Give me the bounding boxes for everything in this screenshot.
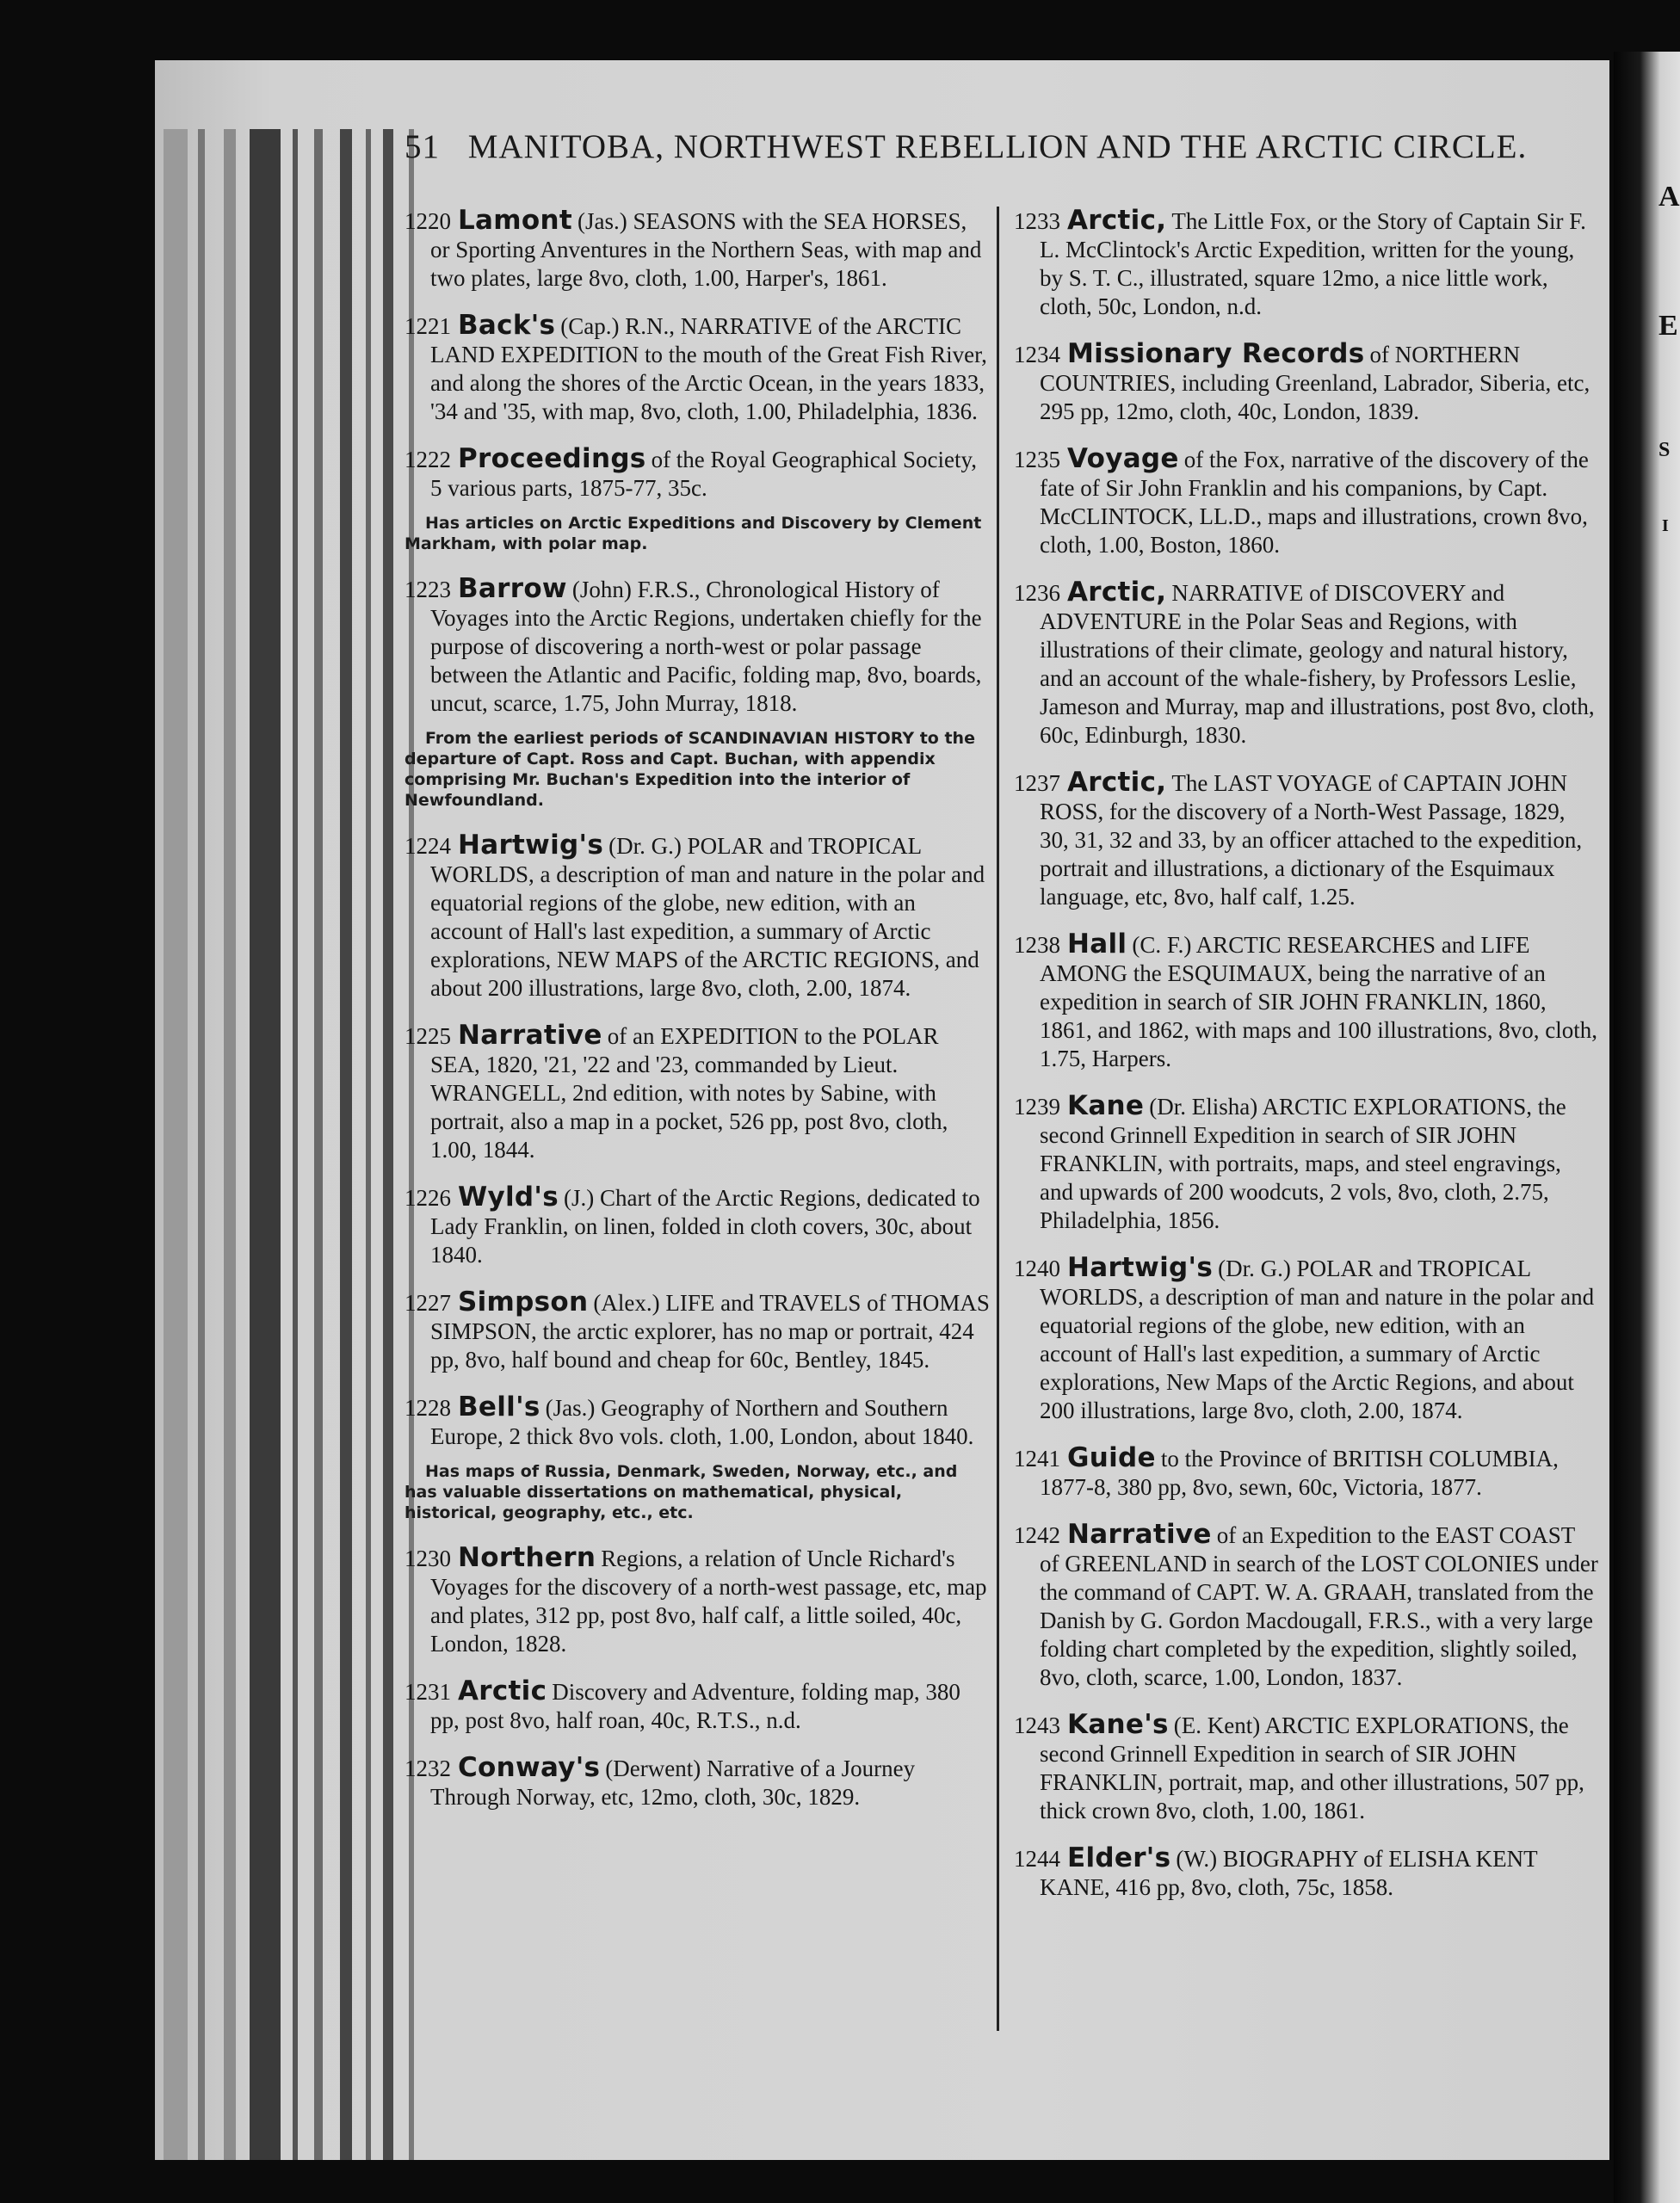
entry-number: 1242: [1014, 1522, 1060, 1548]
entry-number: 1241: [1014, 1446, 1060, 1472]
entry-number: 1232: [405, 1756, 451, 1781]
catalog-entry: [405, 207, 990, 293]
entry-keyword: Arctic,: [1067, 767, 1167, 798]
entry-text: (Dr. Elisha) ARCTIC EXPLORATIONS, the second Grinnell Expedition in search of SIR JOHN FRANKLIN, with portraits, maps, and steel engravings, and upwards of 200 woodcuts, 2 vols, 8vo, cloth, 2.75, Philadelphia, 1856.: [1040, 1094, 1566, 1233]
catalog-entry: [405, 1754, 990, 1811]
entry-number: 1237: [1014, 770, 1060, 796]
entry-note: Has maps of Russia, Denmark, Sweden, Norway, etc., and has valuable dissertations on mathematical, physical, historical, geography, etc., etc.: [405, 1462, 958, 1522]
entry-number: 1235: [1014, 447, 1060, 472]
catalog-entry: [1014, 1444, 1599, 1502]
catalog-entry: [1014, 207, 1599, 321]
entry-number: 1240: [1014, 1256, 1060, 1281]
entry-text: of NORTHERN COUNTRIES, including Greenland, Labrador, Siberia, etc, 295 pp, 12mo, cloth, 40c, London, 1839.: [1040, 342, 1590, 424]
entry-number: 1223: [405, 577, 451, 602]
entry-text: (E. Kent) ARCTIC EXPLORATIONS, the second Grinnell Expedition in search of SIR JOHN FRANKLIN, portrait, map, and other illustrations, 507 pp, thick crown 8vo, cloth, 1.00, 1861.: [1040, 1712, 1584, 1823]
entry-text: (Derwent) Narrative of a Journey Through Norway, etc, 12mo, cloth, 30c, 1829.: [430, 1756, 916, 1810]
entry-keyword: Back's: [458, 310, 556, 341]
catalog-entry: [1014, 1092, 1599, 1235]
entry-number: 1224: [405, 833, 451, 859]
entry-keyword: Guide: [1067, 1442, 1156, 1473]
entry-text: Discovery and Adventure, folding map, 380 pp, post 8vo, half roan, 40c, R.T.S., n.d.: [430, 1679, 960, 1733]
entry-note: Has articles on Arctic Expeditions and Discovery by Clement Markham, with polar map.: [405, 514, 982, 553]
entry-keyword: Missionary Records: [1067, 338, 1365, 369]
entry-text: (Alex.) LIFE and TRAVELS of THOMAS SIMPSON, the arctic explorer, has no map or portrait, 424 pp, 8vo, half bound and cheap for 60c, Bentley, 1845.: [430, 1290, 990, 1373]
entry-number: 1244: [1014, 1846, 1060, 1872]
entry-text: of the Royal Geographical Society, 5 various parts, 1875-77, 35c.: [430, 447, 977, 501]
entry-text: of an Expedition to the EAST COAST of GREENLAND in search of the LOST COLONIES under the command of CAPT. W. A. GRAAH, translated from the Danish by G. Gordon Macdougall, F.R.S., with a very large folding chart completed by the expedition, slightly soiled, 8vo, cloth, scarce, 1.00, London, 1837.: [1040, 1522, 1598, 1690]
entry-keyword: Proceedings: [458, 443, 646, 474]
entry-keyword: Conway's: [458, 1752, 601, 1783]
entry-number: 1225: [405, 1023, 451, 1049]
entry-keyword: Barrow: [458, 573, 567, 604]
entry-text: (Dr. G.) POLAR and TROPICAL WORLDS, a description of man and nature in the polar and equatorial regions of the globe, new edition, with an account of Hall's last expedition, a summary of Arctic explorations, NEW MAPS of the ARCTIC REGIONS, and about 200 illustrations, large 8vo, cloth, 2.00, 1874.: [430, 833, 985, 1001]
entry-keyword: Arctic,: [1067, 577, 1167, 608]
entry-number: 1236: [1014, 580, 1060, 606]
catalog-entry: [405, 445, 990, 503]
entry-text: (John) F.R.S., Chronological History of Voyages into the Arctic Regions, undertaken chiefly for the purpose of discovering a north-west or polar passage between the Atlantic and Pacific, folding map, 8vo, boards, uncut, scarce, 1.75, John Murray, 1818.: [430, 577, 982, 716]
entry-keyword: Lamont: [458, 205, 572, 236]
entry-keyword: Simpson: [458, 1287, 589, 1317]
entry-keyword: Elder's: [1067, 1842, 1171, 1873]
entry-number: 1243: [1014, 1712, 1060, 1738]
left-column: [405, 207, 990, 1830]
column-divider: [997, 207, 999, 2031]
catalog-entry: [1014, 1711, 1599, 1825]
entry-keyword: Northern: [458, 1542, 596, 1573]
entry-number: 1221: [405, 313, 451, 339]
catalog-entry: [405, 1677, 990, 1735]
entry-number: 1230: [405, 1546, 451, 1571]
entry-keyword: Hall: [1067, 929, 1127, 960]
entry-keyword: Arctic,: [1067, 205, 1167, 236]
entry-keyword: Bell's: [458, 1392, 540, 1422]
entry-text: NARRATIVE of DISCOVERY and ADVENTURE in the Polar Seas and Regions, with illustrations of their climate, geology and natural history, and an account of the whale-fishery, by Professors Leslie, Jameson and Murray, map and illustrations, post 8vo, cloth, 60c, Edinburgh, 1830.: [1040, 580, 1595, 748]
entry-number: 1226: [405, 1185, 451, 1211]
catalog-entry: [1014, 930, 1599, 1073]
catalog-entry: [405, 1183, 990, 1269]
entry-keyword: Kane's: [1067, 1709, 1169, 1740]
entry-keyword: Narrative: [1067, 1519, 1212, 1550]
catalog-entry: [1014, 1254, 1599, 1425]
entry-keyword: Wyld's: [458, 1182, 559, 1213]
entry-text: The Little Fox, or the Story of Captain Sir F. L. McClintock's Arctic Expedition, written for the young, by S. T. C., illustrated, square 12mo, a nice little work, cloth, 50c, London, n.d.: [1040, 208, 1586, 319]
entry-keyword: Arctic: [458, 1675, 547, 1706]
entry-text: (W.) BIOGRAPHY of ELISHA KENT KANE, 416 pp, 8vo, cloth, 75c, 1858.: [1040, 1846, 1538, 1900]
entry-text: of the Fox, narrative of the discovery of the fate of Sir John Franklin and his companions, by Capt. McCLINTOCK, LL.D., maps and illustrations, crown 8vo, cloth, 1.00, Boston, 1860.: [1040, 447, 1589, 558]
right-column: [1014, 207, 1599, 1921]
entry-number: 1222: [405, 447, 451, 472]
catalog-entry: [405, 1544, 990, 1658]
catalog-entry: [1014, 1844, 1599, 1902]
catalog-entry: [405, 1288, 990, 1374]
catalog-entry: [405, 312, 990, 426]
page-number: 51: [405, 128, 440, 165]
catalog-entry: [1014, 340, 1599, 426]
next-page-edge: [1614, 52, 1680, 2203]
entry-text: of an EXPEDITION to the POLAR SEA, 1820, '21, '22 and '23, commanded by Lieut. WRANGELL, 2nd edition, with notes by Sabine, with portrait, also a map in a pocket, 526 pp, post 8vo, cloth, 1.00, 1844.: [430, 1023, 948, 1163]
entry-text: The LAST VOYAGE of CAPTAIN JOHN ROSS, for the discovery of a North-West Passage, 1829, 30, 31, 32 and 33, by an officer attached to the expedition, portrait and illustrations, a dictionary of the Esquimaux language, etc, 8vo, half calf, 1.25.: [1040, 770, 1583, 910]
catalog-entry: [405, 575, 990, 718]
entry-number: 1227: [405, 1290, 451, 1316]
catalog-entry: [1014, 578, 1599, 750]
catalog-entry: [1014, 768, 1599, 911]
gutter-fragment: I: [1662, 516, 1669, 535]
entry-text: (Jas.) SEASONS with the SEA HORSES, or Sporting Anventures in the Northern Seas, with map and two plates, large 8vo, cloth, 1.00, Harper's, 1861.: [430, 208, 982, 291]
entry-keyword: Narrative: [458, 1020, 602, 1051]
entry-number: 1231: [405, 1679, 451, 1705]
catalog-entry: [405, 831, 990, 1003]
gutter-fragment: E: [1658, 310, 1678, 342]
page-header: [405, 127, 1528, 166]
entry-number: 1234: [1014, 342, 1060, 367]
entry-text: (J.) Chart of the Arctic Regions, dedicated to Lady Franklin, on linen, folded in cloth covers, 30c, about 1840.: [430, 1185, 980, 1268]
entry-number: 1239: [1014, 1094, 1060, 1120]
entry-keyword: Kane: [1067, 1090, 1145, 1121]
catalog-entry: [405, 1393, 990, 1451]
gutter-fragment: A: [1658, 181, 1680, 213]
entry-text: to the Province of BRITISH COLUMBIA, 1877-8, 380 pp, 8vo, sewn, 60c, Victoria, 1877.: [1040, 1446, 1559, 1500]
entry-number: 1228: [405, 1395, 451, 1421]
entry-number: 1220: [405, 208, 451, 234]
entry-text: (C. F.) ARCTIC RESEARCHES and LIFE AMONG the ESQUIMAUX, being the narrative of an expedition in search of SIR JOHN FRANKLIN, 1860, 1861, and 1862, with maps and 100 illustrations, 8vo, cloth, 1.75, Harpers.: [1040, 932, 1597, 1071]
entry-keyword: Hartwig's: [1067, 1252, 1214, 1283]
entry-text: (Cap.) R.N., NARRATIVE of the ARCTIC LAND EXPEDITION to the mouth of the Great Fish River, and along the shores of the Arctic Ocean, in the years 1833, '34 and '35, with map, 8vo, cloth, 1.00, Philadelphia, 1836.: [430, 313, 987, 424]
entry-text: (Jas.) Geography of Northern and Southern Europe, 2 thick 8vo vols. cloth, 1.00, London, about 1840.: [430, 1395, 974, 1449]
catalog-entry: [1014, 445, 1599, 559]
catalog-entry: [405, 1021, 990, 1164]
gutter-fragment: S: [1658, 439, 1671, 461]
catalog-entry: [1014, 1521, 1599, 1692]
entry-text: Regions, a relation of Uncle Richard's Voyages for the discovery of a north-west passage, etc, map and plates, 312 pp, post 8vo, half calf, a little soiled, 40c, London, 1828.: [430, 1546, 987, 1657]
entry-keyword: Voyage: [1067, 443, 1179, 474]
entry-keyword: Hartwig's: [458, 830, 604, 861]
entry-number: 1233: [1014, 208, 1060, 234]
entry-text: (Dr. G.) POLAR and TROPICAL WORLDS, a description of man and nature in the polar and equatorial regions of the globe, new edition, with an account of Hall's last expedition, a summary of Arctic explorations, New Maps of the Arctic Regions, and about 200 illustrations, large 8vo, cloth, 2.00, 1874.: [1040, 1256, 1595, 1423]
entry-number: 1238: [1014, 932, 1060, 958]
entry-note: From the earliest periods of SCANDINAVIAN HISTORY to the departure of Capt. Ross and Capt. Buchan, with appendix comprising Mr. Buchan's Expedition into the interior of Newfoundland.: [405, 729, 975, 810]
page-title: MANITOBA, NORTHWEST REBELLION AND THE ARCTIC CIRCLE.: [467, 128, 1528, 165]
